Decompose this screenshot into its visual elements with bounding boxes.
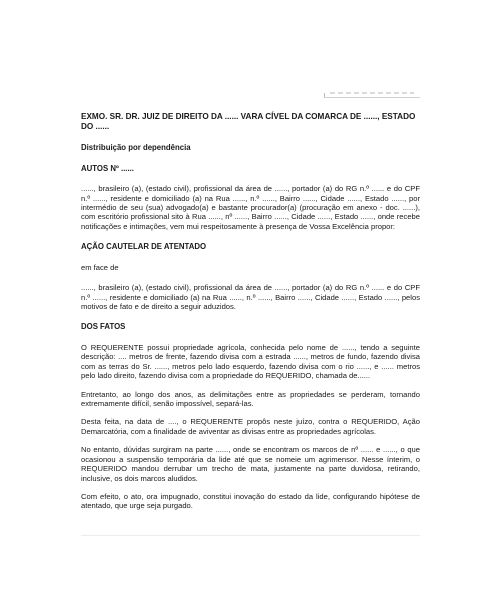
distribution-label: Distribuição por dependência: [81, 143, 191, 152]
facts-paragraph: Entretanto, ao longo dos anos, as delimitações entre as propriedades se perderam, tornando extremamente difícil, senão impossível, separá-las.: [81, 389, 420, 409]
defendant-paragraph: ......, brasileiro (a), (estado civil), profissional da área de ......, portador (a) do RG n.º ...... e do CPF n.º ......, residente e domiciliado (a) na Rua ......, n.º ......, Bairro ......, Cidade ......, Estado ......, pelos motivos de fato e de direito a seguir aduzidos.: [81, 283, 420, 312]
in-face-of-text: em face de: [81, 262, 119, 272]
facts-paragraph: Desta feita, na data de ...., o REQUERENTE propôs neste juízo, contra o REQUERIDO, Ação Demarcatória, com a finalidade de aviventar as divisas entre as propriedades agrícolas.: [81, 417, 420, 436]
facts-paragraph: No entanto, dúvidas surgiram na parte ......, onde se encontram os marcos de nº ...... e ......, o que ocasionou a suspensão temporária da lide até que se nomeie um agrimensor. Nesse ínterim, o REQUERIDO mandou derrubar um trecho de mata, justamente na parte duvidosa, retirando, inclusive, os dois marcos aludidos.: [81, 445, 420, 483]
facts-paragraph: Com efeito, o ato, ora impugnado, constitui inovação do estado da lide, configurando hipótese de atentado, que urge seja purgado.: [81, 491, 420, 511]
footer-rule: [81, 535, 420, 536]
plaintiff-paragraph: ......, brasileiro (a), (estado civil), profissional da área de ......, portador (a) do RG n.º ...... e do CPF n.º ......, residente e domiciliado (a) na Rua ......, n.º ......, Bairro ......, Cidade ......, Estado ......, por intermédio de seu (sua) advogado(a) e bastante procurador(a) (procuração em anexo - doc. ......), com escritório profissional sito à Rua ......, nº ......, Bairro ......, Cidade ......, Estado ......, onde recebe notificações e intimações, vem mui respeitosamente à presença de Vossa Excelência propor:: [81, 184, 420, 231]
court-address-heading: EXMO. SR. DR. JUIZ DE DIREITO DA ...... VARA CÍVEL DA COMARCA DE ......, ESTADO DO ......: [81, 112, 416, 131]
facts-title: DOS FATOS: [81, 322, 126, 332]
action-title: AÇÃO CAUTELAR DE ATENTADO: [81, 242, 207, 252]
document-body: [81, 112, 420, 511]
autos-label: AUTOS Nº ......: [81, 163, 134, 173]
header-rule: [324, 97, 420, 98]
facts-paragraph: O REQUERENTE possui propriedade agrícola, conhecida pelo nome de ......, tendo a seguinte descrição: .... metros de frente, fazendo divisa com a estrada ......, metros de fundo, fazendo divisa com as terras do Sr. ......, metros pelo lado esquerdo, fazendo divisa com o rio ......, e ...... metros pelo lado direito, fazendo divisa com a propriedade do REQUERIDO, chamada de......: [81, 343, 420, 381]
header-faint-mark: [330, 92, 414, 94]
